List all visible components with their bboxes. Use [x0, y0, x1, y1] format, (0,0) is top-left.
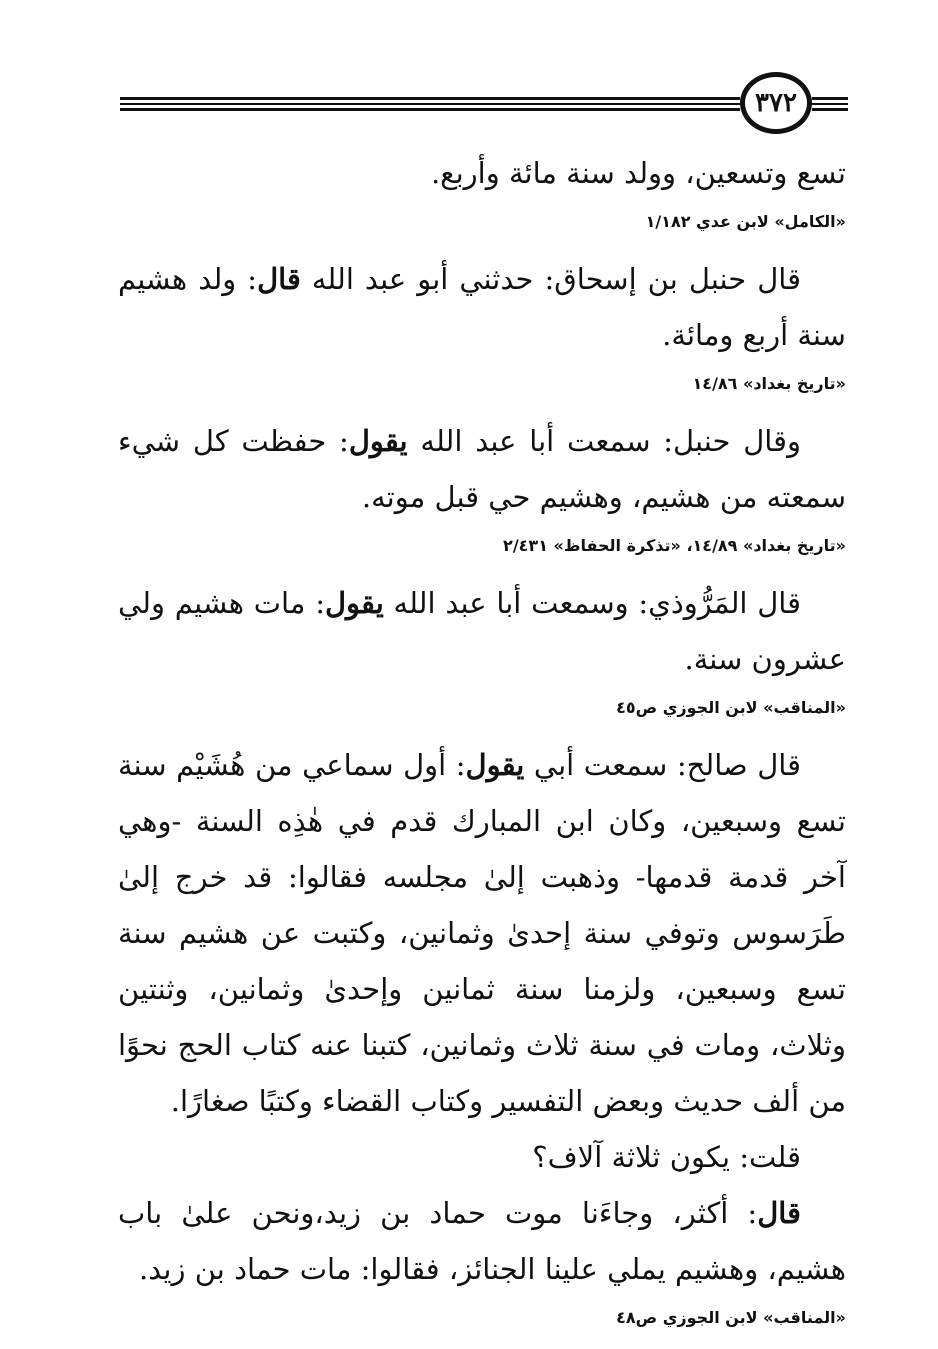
page-header — [0, 0, 938, 160]
header-rule — [120, 108, 740, 111]
source-citation: «تاريخ بغداد» ١٤/٨٩، «تذكرة الحفاظ» ٢/٤٣١ — [503, 536, 846, 555]
source-citation: «المناقب» لابن الجوزي ص٤٥ — [616, 698, 846, 717]
header-rule — [812, 108, 848, 111]
header-rule — [120, 103, 740, 105]
body-paragraph — [118, 1129, 846, 1185]
body-paragraph — [118, 737, 846, 1129]
keyword-text: قال — [757, 1196, 801, 1230]
header-rule — [812, 97, 848, 100]
paragraph-text: : حفظت كل شيء سمعته من هشيم، وهشيم حي قبل موته. — [118, 424, 846, 514]
paragraph-text: : ولد هشيم سنة أربع ومائة. — [118, 262, 846, 352]
paragraph-text: وقال حنبل: سمعت أبا عبد الله — [407, 424, 801, 458]
paragraph-text: قال المَرُّوذي: وسمعت أبا عبد الله — [383, 586, 801, 620]
body-paragraph — [118, 251, 846, 363]
keyword-text: يقول — [348, 424, 408, 458]
keyword-text: يقول — [465, 748, 525, 782]
body-paragraph — [118, 413, 846, 525]
keyword-text: يقول — [324, 586, 384, 620]
page-number: ٣٧٢ — [740, 72, 812, 134]
paragraph-text: : أكثر، وجاءَنا موت حماد بن زيد،ونحن علىٰ باب هشيم، وهشيم يملي علينا الجنائز، فقالوا: مات حماد بن زيد. — [118, 1196, 846, 1286]
source-citation: «الكامل» لابن عدي ١/١٨٢ — [645, 212, 846, 231]
body-paragraph — [118, 145, 846, 201]
paragraph-text: : أول سماعي من هُشَيْم سنة تسع وسبعين، وكان ابن المبارك قدم في هٰذِه السنة -وهي آخر قدمة قدمها- وذهبت إلىٰ مجلسه فقالوا: قد خرج إلىٰ طَرَسوس وتوفي سنة إحدىٰ وثمانين، وكتبت عن هشيم سنة تسع وسبعين، ولزمنا سنة ثمانين وإحدىٰ وثمانين، وثنتين وثلاث، ومات في سنة ثلاث وثمانين، كتبنا عنه كتاب الحج نحوًا من ألف حديث وبعض التفسير وكتاب القضاء وكتبًا صغارًا. — [118, 748, 846, 1118]
keyword-text: قال — [257, 262, 301, 296]
paragraph-text: قال حنبل بن إسحاق: حدثني أبو عبد الله — [300, 262, 802, 296]
source-citation: «تاريخ بغداد» ١٤/٨٦ — [692, 374, 846, 393]
header-rule — [812, 103, 848, 105]
paragraph-text: قلت: يكون ثلاثة آلاف؟ — [532, 1140, 801, 1174]
paragraph-text: قال صالح: سمعت أبي — [524, 748, 801, 782]
paragraph-text: تسع وتسعين، وولد سنة مائة وأربع. — [430, 156, 846, 190]
paragraph-text: : مات هشيم ولي عشرون سنة. — [118, 586, 846, 676]
source-citation: «المناقب» لابن الجوزي ص٤٨ — [616, 1308, 846, 1327]
page-body — [118, 145, 846, 1347]
header-rule — [120, 97, 740, 100]
body-paragraph — [118, 1185, 846, 1297]
body-paragraph — [118, 575, 846, 687]
